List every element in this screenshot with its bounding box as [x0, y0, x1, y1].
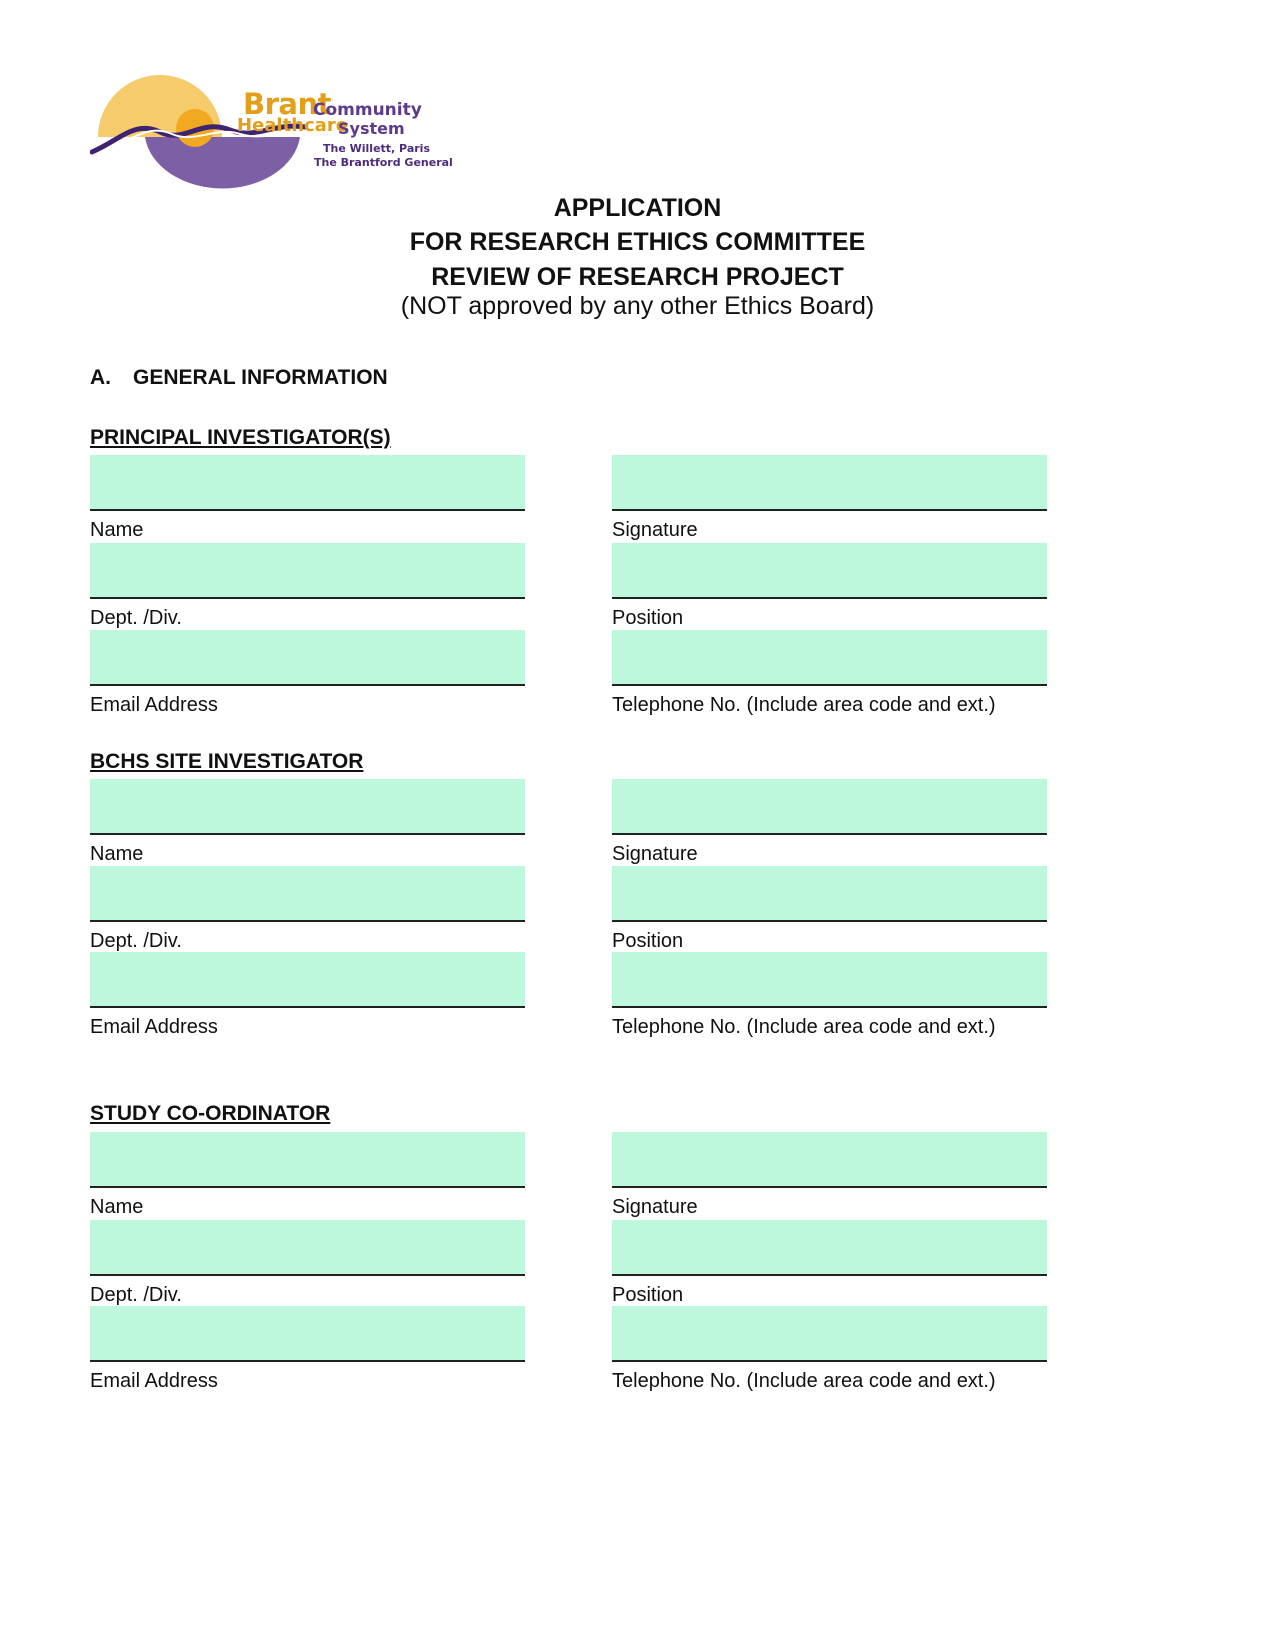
- logo-community-text: Community: [313, 100, 422, 120]
- coord-name-label: Name: [90, 1196, 144, 1218]
- title-subtitle: (NOT approved by any other Ethics Board): [400, 292, 875, 320]
- site-telephone-label: Telephone No. (Include area code and ext.): [612, 1016, 996, 1038]
- site-signature-label: Signature: [612, 843, 698, 865]
- pi-name-field[interactable]: [90, 455, 525, 511]
- title-line-3: REVIEW OF RESEARCH PROJECT: [431, 263, 844, 291]
- coord-telephone-label: Telephone No. (Include area code and ext.): [612, 1370, 996, 1392]
- principal-investigator-heading: PRINCIPAL INVESTIGATOR(S): [90, 426, 391, 449]
- coord-position-field[interactable]: [612, 1220, 1047, 1276]
- logo-site-willett: The Willett, Paris: [323, 142, 430, 155]
- pi-telephone-label: Telephone No. (Include area code and ext.): [612, 694, 996, 716]
- study-coordinator-heading: STUDY CO-ORDINATOR: [90, 1102, 331, 1125]
- coord-position-label: Position: [612, 1284, 684, 1306]
- site-email-field[interactable]: [90, 952, 525, 1008]
- section-number: A.: [90, 366, 111, 389]
- section-heading: [90, 366, 388, 390]
- coord-signature-label: Signature: [612, 1196, 698, 1218]
- title-line-2: FOR RESEARCH ETHICS COMMITTEE: [409, 228, 866, 256]
- coord-name-field[interactable]: [90, 1132, 525, 1188]
- site-dept-field[interactable]: [90, 866, 525, 922]
- pi-signature-field[interactable]: [612, 455, 1047, 511]
- site-email-label: Email Address: [90, 1016, 218, 1038]
- coord-dept-field[interactable]: [90, 1220, 525, 1276]
- site-name-label: Name: [90, 843, 144, 865]
- pi-email-field[interactable]: [90, 630, 525, 686]
- site-investigator-heading: BCHS SITE INVESTIGATOR: [90, 750, 364, 773]
- pi-position-label: Position: [612, 607, 684, 629]
- coord-telephone-field[interactable]: [612, 1306, 1047, 1362]
- pi-signature-label: Signature: [612, 519, 698, 541]
- pi-position-field[interactable]: [612, 543, 1047, 599]
- site-signature-field[interactable]: [612, 779, 1047, 835]
- pi-name-label: Name: [90, 519, 144, 541]
- site-position-field[interactable]: [612, 866, 1047, 922]
- coord-dept-label: Dept. /Div.: [90, 1284, 182, 1306]
- pi-dept-field[interactable]: [90, 543, 525, 599]
- logo-healthcare-text: Healthcare: [237, 115, 348, 136]
- pi-email-label: Email Address: [90, 694, 218, 716]
- section-title: GENERAL INFORMATION: [133, 366, 388, 389]
- bchs-logo: [90, 70, 490, 195]
- site-name-field[interactable]: [90, 779, 525, 835]
- coord-email-field[interactable]: [90, 1306, 525, 1362]
- title-line-1: APPLICATION: [553, 194, 722, 222]
- pi-telephone-field[interactable]: [612, 630, 1047, 686]
- site-dept-label: Dept. /Div.: [90, 930, 182, 952]
- pi-dept-label: Dept. /Div.: [90, 607, 182, 629]
- coord-signature-field[interactable]: [612, 1132, 1047, 1188]
- site-position-label: Position: [612, 930, 684, 952]
- logo-site-brantford: The Brantford General: [314, 156, 453, 169]
- logo-system-text: System: [338, 119, 405, 138]
- site-telephone-field[interactable]: [612, 952, 1047, 1008]
- coord-email-label: Email Address: [90, 1370, 218, 1392]
- logo-brand-text: Brant: [243, 87, 331, 121]
